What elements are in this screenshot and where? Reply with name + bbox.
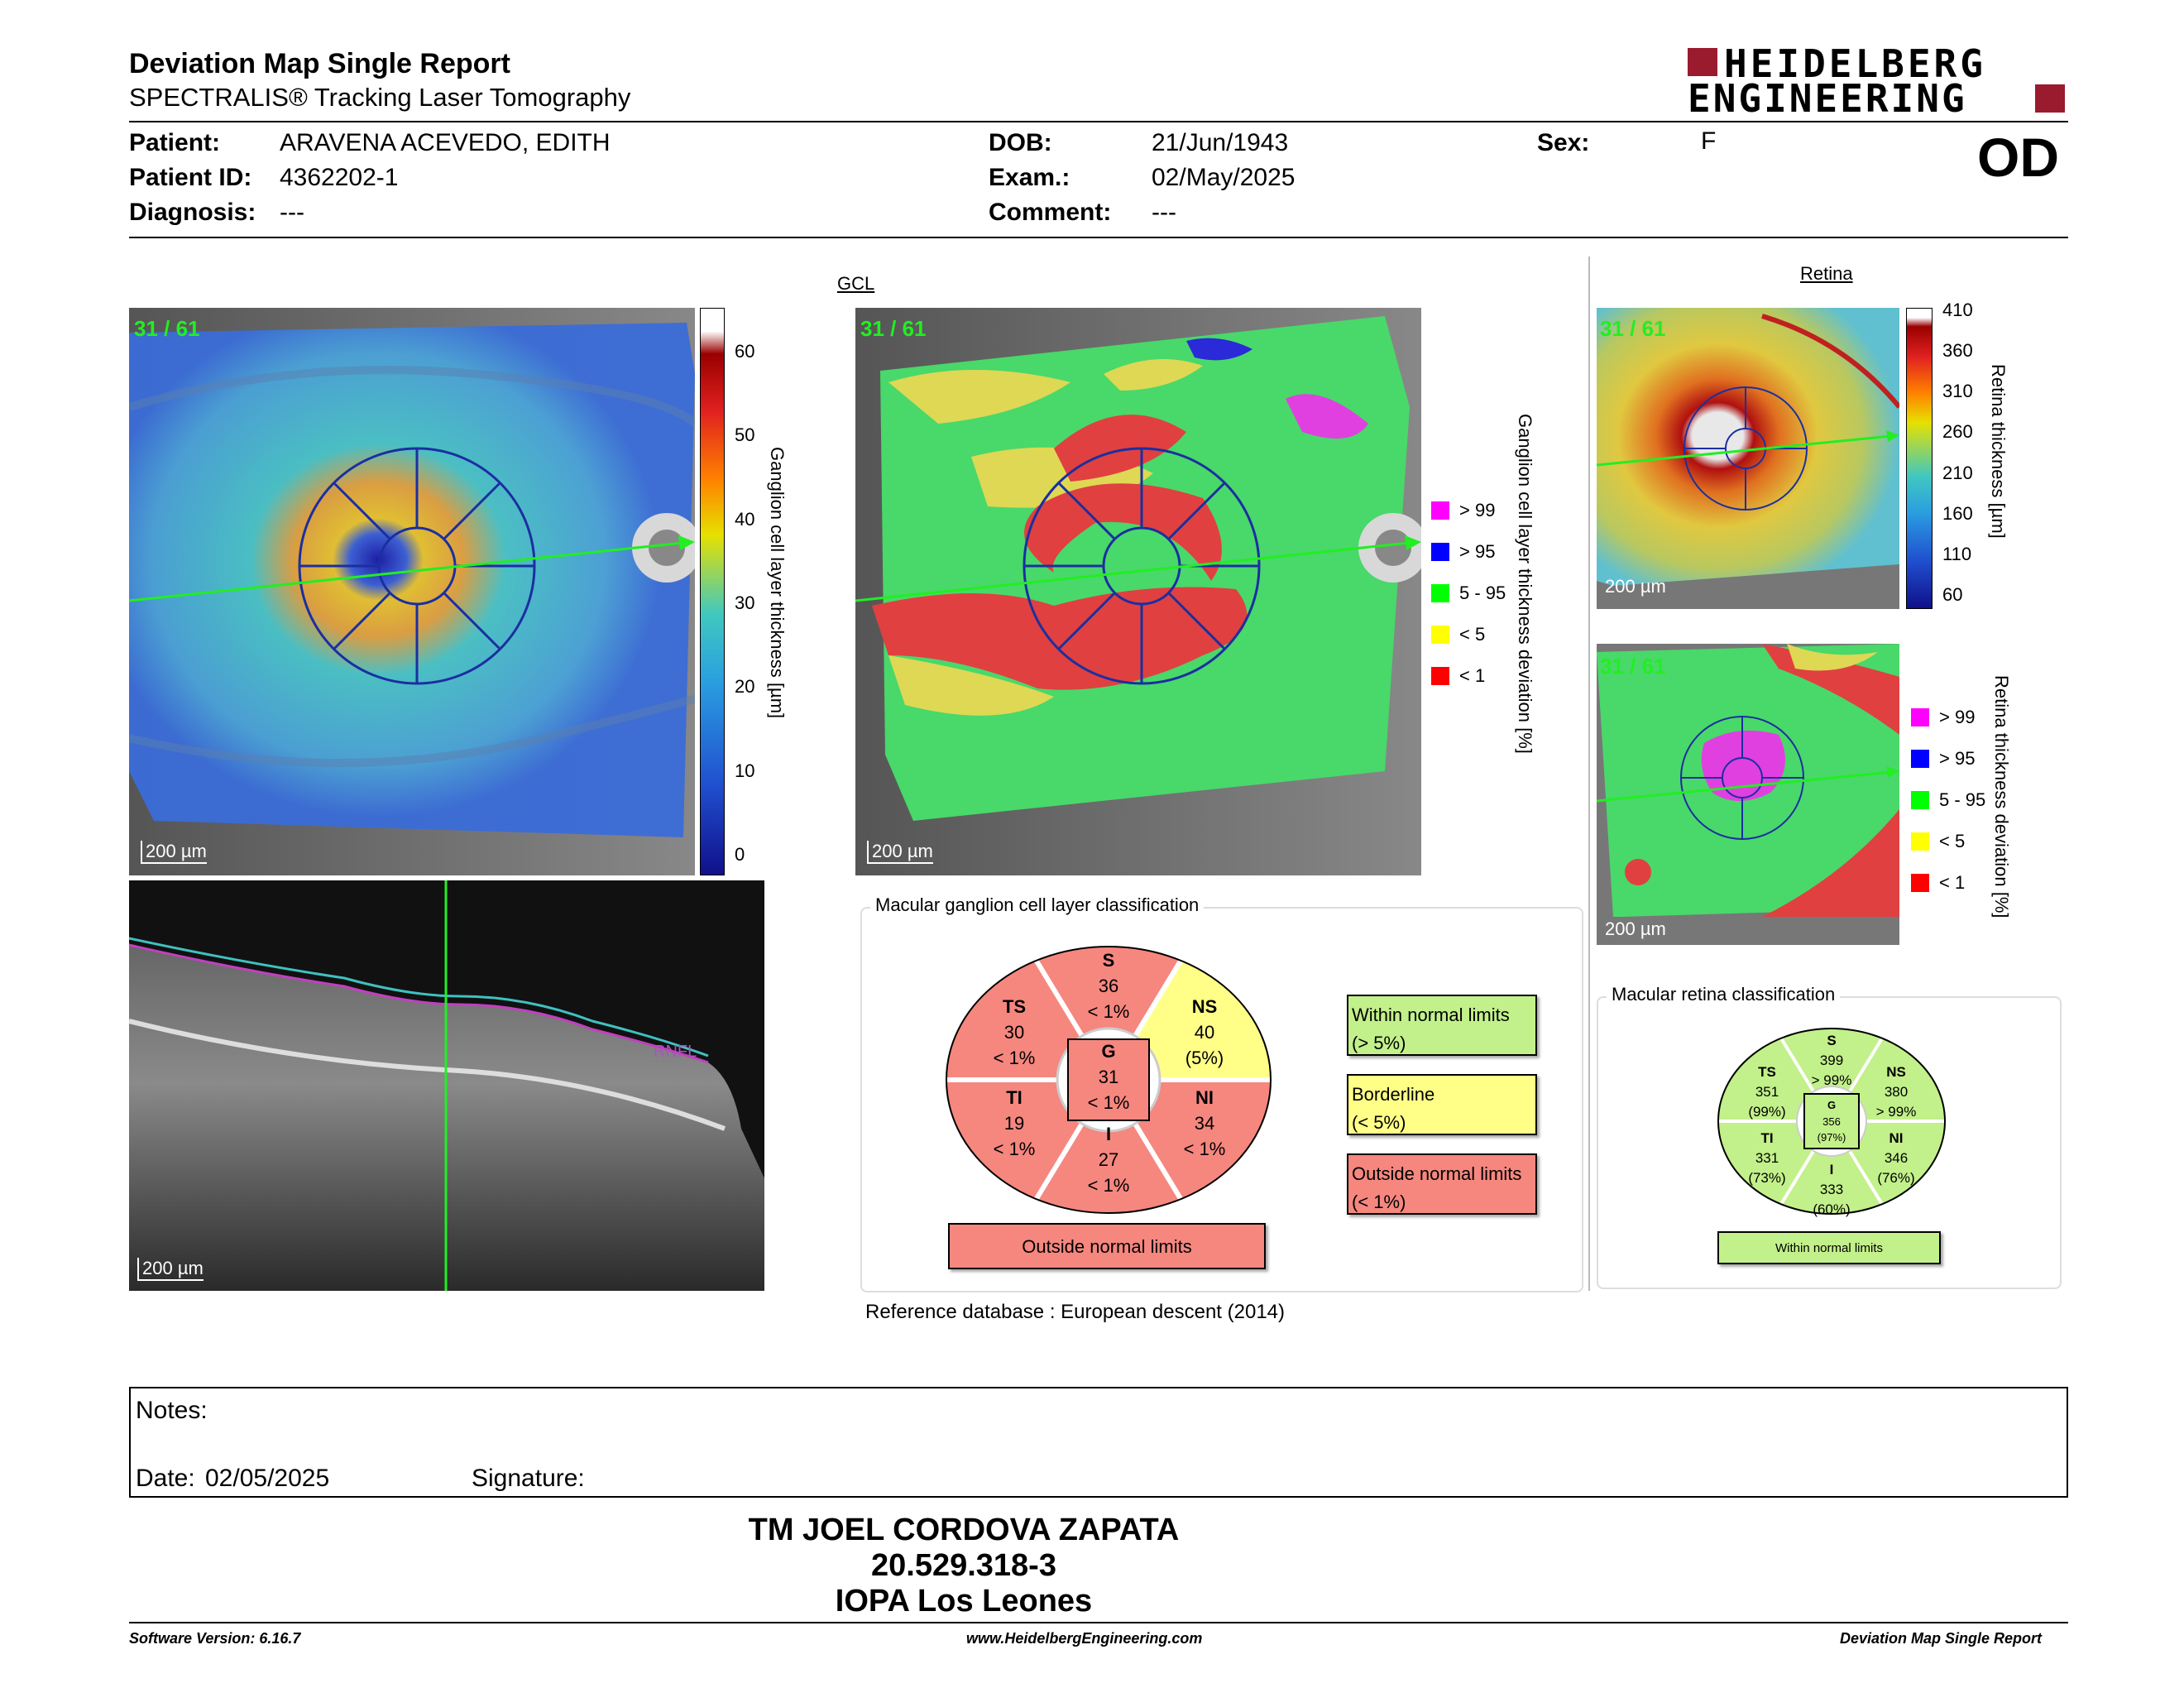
gcl-sector-value: 30 bbox=[1003, 1021, 1025, 1043]
patient-label: Patient: bbox=[129, 129, 221, 156]
retina-legend-swatch bbox=[1911, 832, 1929, 851]
gcl-result-box: Outside normal limits bbox=[948, 1223, 1266, 1269]
gcl-deviation-axis-label: Ganglion cell layer thickness deviation [%] bbox=[1515, 414, 1535, 754]
footer-report-name: Deviation Map Single Report bbox=[1840, 1630, 2043, 1647]
gcl-sector-pct: (5%) bbox=[1185, 1047, 1224, 1068]
gcl-sector-ns bbox=[1155, 995, 1254, 1071]
retina-sector-name: I bbox=[1829, 1162, 1834, 1177]
retina-tick: 310 bbox=[1942, 381, 1973, 402]
gcl-sector-name: G bbox=[1101, 1041, 1116, 1062]
retina-title[interactable]: Retina bbox=[1800, 263, 1853, 284]
gcl-legend-swatch bbox=[1431, 667, 1449, 685]
classification-legend-title: Borderline bbox=[1352, 1084, 1435, 1105]
gcl-sector-value: 27 bbox=[1098, 1149, 1119, 1170]
website-link[interactable]: www.HeidelbergEngineering.com bbox=[966, 1630, 1203, 1647]
classification-legend-box bbox=[1347, 1153, 1537, 1215]
oct-scale-label: 200 µm bbox=[137, 1258, 204, 1281]
patient-id-value: 4362202-1 bbox=[280, 164, 399, 191]
gcl-sector-value: 31 bbox=[1098, 1066, 1119, 1087]
gcl-sector-ts bbox=[965, 995, 1064, 1071]
gcl-legend-label: < 1 bbox=[1459, 665, 1486, 686]
report-subtitle: SPECTRALIS® Tracking Laser Tomography bbox=[129, 83, 631, 112]
retina-deviation-axis-label: Retina thickness deviation [%] bbox=[1991, 675, 2012, 918]
thickness-tick: 0 bbox=[735, 844, 745, 865]
retina-sector-name: NS bbox=[1886, 1064, 1906, 1080]
date-value: 02/05/2025 bbox=[205, 1465, 330, 1492]
gcl-sector-name: NI bbox=[1195, 1087, 1214, 1108]
gcl-legend-swatch bbox=[1431, 501, 1449, 520]
retina-scan-counter: 31 / 61 bbox=[1600, 316, 1666, 341]
retina-sector-pct: > 99% bbox=[1875, 1103, 1917, 1120]
gcl-sector-value: 34 bbox=[1194, 1112, 1215, 1134]
comment-value: --- bbox=[1152, 199, 1176, 226]
thickness-colorbar bbox=[700, 308, 725, 875]
classification-legend-range: (< 5%) bbox=[1352, 1112, 1406, 1134]
notes-label: Notes: bbox=[136, 1397, 208, 1424]
retina-sector-value: 346 bbox=[1884, 1149, 1909, 1166]
retina-tick: 360 bbox=[1942, 340, 1973, 362]
retina-legend-label: < 1 bbox=[1939, 872, 1966, 893]
signature-label: Signature: bbox=[472, 1465, 585, 1492]
retina-legend-label: > 99 bbox=[1939, 707, 1976, 727]
retina-legend-swatch bbox=[1911, 708, 1929, 727]
retina-sector-value: 331 bbox=[1755, 1149, 1779, 1166]
gcl-sector-pct: < 1% bbox=[993, 1047, 1036, 1068]
retina-legend-swatch bbox=[1911, 750, 1929, 768]
retina-dev-scan-counter: 31 / 61 bbox=[1600, 654, 1666, 679]
reference-database: Reference database : European descent (2014) bbox=[865, 1301, 1286, 1323]
retina-sector-value: 380 bbox=[1884, 1083, 1909, 1100]
gcl-deviation-map bbox=[855, 308, 1421, 875]
classification-legend-box bbox=[1347, 1074, 1537, 1135]
thickness-tick: 60 bbox=[735, 341, 755, 362]
patient-value: ARAVENA ACEVEDO, EDITH bbox=[280, 129, 611, 156]
retina-scale-label: 200 µm bbox=[1605, 576, 1666, 597]
gcl-sector-name: NS bbox=[1191, 996, 1218, 1017]
retina-sector-name: TI bbox=[1760, 1130, 1774, 1146]
signer-institution: IOPA Los Leones bbox=[835, 1584, 1093, 1618]
comment-label: Comment: bbox=[989, 199, 1112, 226]
notes-box[interactable] bbox=[129, 1387, 2068, 1498]
retina-sector-value: 351 bbox=[1755, 1083, 1779, 1100]
retina-legend-swatch bbox=[1911, 874, 1929, 892]
exam-value: 02/May/2025 bbox=[1152, 164, 1296, 191]
retina-sector-name: S bbox=[1827, 1033, 1837, 1048]
gcl-legend-swatch bbox=[1431, 626, 1449, 644]
retina-sector-pct: > 99% bbox=[1811, 1072, 1852, 1088]
gcl-legend-label: > 99 bbox=[1459, 500, 1496, 520]
gcl-sector-i bbox=[1059, 1122, 1158, 1198]
retina-sector-value: 333 bbox=[1819, 1181, 1844, 1197]
retina-legend-label: 5 - 95 bbox=[1939, 789, 1986, 810]
gcl-classification-title: Macular ganglion cell layer classification bbox=[870, 894, 1204, 916]
retina-sector-pct: (76%) bbox=[1877, 1169, 1915, 1186]
retina-tick: 210 bbox=[1942, 462, 1973, 483]
gcl-scale-label: 200 µm bbox=[867, 841, 933, 864]
gcl-sector-pct: < 1% bbox=[1183, 1138, 1226, 1159]
patient-id-label: Patient ID: bbox=[129, 164, 252, 191]
retina-axis-label: Retina thickness [µm] bbox=[1988, 364, 2009, 539]
dob-label: DOB: bbox=[989, 129, 1052, 156]
thickness-tick: 10 bbox=[735, 760, 755, 781]
signer-name: TM JOEL CORDOVA ZAPATA bbox=[748, 1513, 1180, 1547]
thickness-tick: 20 bbox=[735, 676, 755, 698]
gcl-legend-label: 5 - 95 bbox=[1459, 583, 1506, 603]
classification-legend-title: Within normal limits bbox=[1352, 1005, 1510, 1025]
retina-tick: 260 bbox=[1942, 421, 1973, 443]
retina-sector-name: NI bbox=[1889, 1130, 1904, 1146]
retina-sector-g bbox=[1807, 1097, 1856, 1146]
retina-colorbar bbox=[1906, 308, 1933, 609]
rnfl-label: RNFL bbox=[654, 1043, 697, 1061]
gcl-sector-name: I bbox=[1105, 1124, 1112, 1144]
gcl-sector-pct: < 1% bbox=[993, 1138, 1036, 1159]
thickness-tick: 40 bbox=[735, 508, 755, 530]
retina-sector-pct: (73%) bbox=[1748, 1169, 1786, 1186]
retina-sector-i bbox=[1782, 1160, 1881, 1219]
retina-legend-label: > 95 bbox=[1939, 748, 1976, 769]
retina-tick: 110 bbox=[1942, 543, 1972, 564]
retina-sector-name: G bbox=[1827, 1099, 1837, 1111]
gcl-legend-label: > 95 bbox=[1459, 541, 1496, 562]
retina-sector-pct: (60%) bbox=[1813, 1201, 1851, 1217]
retina-sector-pct: (97%) bbox=[1817, 1131, 1846, 1144]
heidelberg-logo: HEIDELBERG ENGINEERING bbox=[1688, 46, 2068, 116]
report-title: Deviation Map Single Report bbox=[129, 48, 510, 79]
retina-dev-scale-label: 200 µm bbox=[1605, 918, 1666, 939]
gcl-legend-swatch bbox=[1431, 584, 1449, 602]
retina-legend-swatch bbox=[1911, 791, 1929, 809]
gcl-sector-ni bbox=[1155, 1086, 1254, 1162]
classification-legend-box bbox=[1347, 995, 1537, 1056]
retina-sector-value: 356 bbox=[1822, 1115, 1841, 1128]
diagnosis-value: --- bbox=[280, 199, 304, 226]
gcl-legend-swatch bbox=[1431, 543, 1449, 561]
retina-sector-value: 399 bbox=[1819, 1052, 1844, 1068]
retina-thickness-map bbox=[1597, 308, 1899, 609]
thickness-tick: 30 bbox=[735, 592, 755, 613]
retina-legend-label: < 5 bbox=[1939, 831, 1966, 851]
retina-classification-title: Macular retina classification bbox=[1607, 984, 1840, 1005]
retina-sector-pct: (99%) bbox=[1748, 1103, 1786, 1120]
gcl-legend-label: < 5 bbox=[1459, 624, 1486, 645]
retina-deviation-map bbox=[1597, 644, 1899, 945]
dob-value: 21/Jun/1943 bbox=[1152, 129, 1289, 156]
gcl-sector-value: 40 bbox=[1194, 1021, 1215, 1043]
gcl-sector-pct: < 1% bbox=[1087, 1000, 1130, 1022]
thickness-axis-label: Ganglion cell layer thickness [µm] bbox=[767, 447, 788, 719]
retina-sector-ts bbox=[1717, 1062, 1817, 1121]
software-version: Software Version: 6.16.7 bbox=[129, 1630, 301, 1647]
gcl-sector-s bbox=[1059, 948, 1158, 1024]
retina-sector-name: TS bbox=[1758, 1064, 1776, 1080]
gcl-sector-name: TI bbox=[1006, 1087, 1023, 1108]
signature-block bbox=[0, 1513, 2184, 1619]
gcl-thickness-map bbox=[129, 308, 695, 875]
eye-indicator: OD bbox=[1977, 127, 2059, 188]
gcl-title[interactable]: GCL bbox=[837, 273, 875, 294]
date-label: Date: bbox=[136, 1465, 195, 1492]
retina-result-box: Within normal limits bbox=[1717, 1231, 1941, 1264]
gcl-sector-name: TS bbox=[1002, 996, 1027, 1017]
gcl-sector-value: 36 bbox=[1098, 975, 1119, 996]
retina-sector-ns bbox=[1846, 1062, 1946, 1121]
gcl-sector-g bbox=[1059, 1039, 1158, 1115]
gcl-sector-pct: < 1% bbox=[1087, 1091, 1130, 1113]
sex-label: Sex: bbox=[1537, 129, 1590, 156]
scale-bar-label: 200 µm bbox=[141, 841, 207, 864]
signer-rut: 20.529.318-3 bbox=[871, 1548, 1056, 1583]
classification-legend-title: Outside normal limits bbox=[1352, 1163, 1522, 1184]
exam-label: Exam.: bbox=[989, 164, 1070, 191]
gcl-sector-value: 19 bbox=[1003, 1112, 1025, 1134]
scan-counter: 31 / 61 bbox=[134, 316, 200, 341]
thickness-tick: 50 bbox=[735, 424, 755, 446]
gcl-sector-name: S bbox=[1102, 950, 1115, 971]
retina-tick: 60 bbox=[1942, 584, 1963, 605]
classification-legend-range: (> 5%) bbox=[1352, 1033, 1406, 1054]
gcl-sector-pct: < 1% bbox=[1087, 1174, 1130, 1196]
classification-legend-range: (< 1%) bbox=[1352, 1192, 1406, 1213]
gcl-sector-ti bbox=[965, 1086, 1064, 1162]
gcl-scan-counter: 31 / 61 bbox=[860, 316, 927, 341]
diagnosis-label: Diagnosis: bbox=[129, 199, 256, 226]
retina-tick: 160 bbox=[1942, 502, 1973, 524]
sex-value: F bbox=[1701, 127, 1717, 155]
oct-bscan bbox=[129, 880, 764, 1291]
retina-tick: 410 bbox=[1942, 300, 1973, 320]
